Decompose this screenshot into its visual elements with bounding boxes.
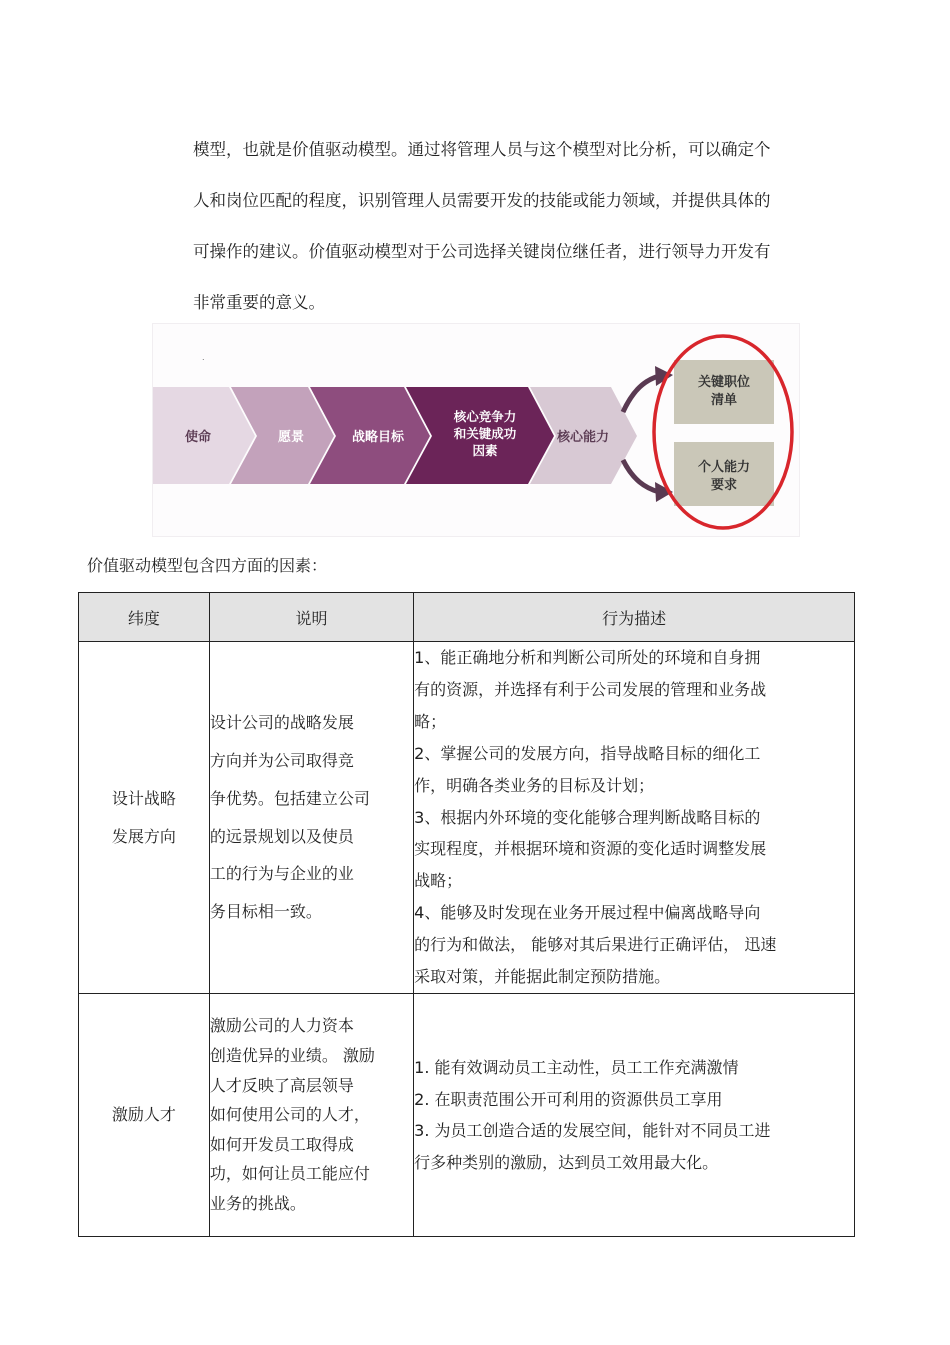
box-key-positions-label: 清单 bbox=[710, 393, 738, 408]
cell-text: 创造优异的业绩。 激励 bbox=[209, 1046, 375, 1066]
cell-text: 如何使用公司的人才， bbox=[209, 1105, 370, 1125]
table-header-row bbox=[79, 593, 855, 642]
paragraph-line: 可操作的建议。价值驱动模型对于公司选择关键岗位继任者，进行领导力开发有 bbox=[193, 242, 771, 261]
cell-text: 战略； bbox=[414, 871, 463, 891]
cell-description bbox=[209, 642, 413, 994]
cell-text: 人才反映了高层领导 bbox=[209, 1075, 354, 1095]
cell-text: 激励公司的人力资本 bbox=[209, 1016, 354, 1036]
chevron-label-strategy: 战略目标 bbox=[351, 430, 405, 445]
chevron-label-mission: 使命 bbox=[184, 430, 212, 445]
cell-text: 发展方向 bbox=[111, 826, 176, 846]
box-individual-requirements-label: 要求 bbox=[710, 478, 738, 493]
cell-text: 3. 为员工创造合适的发展空间，能针对不同员工进 bbox=[414, 1121, 771, 1140]
cell-text: 行多种类别的激励，达到员工效用最大化。 bbox=[414, 1152, 719, 1172]
cell-text: 的远景规划以及使员 bbox=[209, 826, 354, 846]
value-model-diagram bbox=[152, 323, 800, 537]
header-dimension: 纬度 bbox=[79, 593, 210, 642]
table-row bbox=[79, 994, 855, 1237]
cell-text: 的行为和做法， 能够对其后果进行正确评估， 迅速 bbox=[414, 935, 777, 955]
dot-mark: . bbox=[202, 353, 205, 362]
cell-text: 实现程度，并根据环境和资源的变化适时调整发展 bbox=[414, 839, 767, 859]
cell-text: 略； bbox=[414, 711, 447, 731]
cell-text: 4、能够及时发现在业务开展过程中偏离战略导向 bbox=[414, 903, 761, 923]
cell-text: 3、根据内外环境的变化能够合理判断战略目标的 bbox=[414, 807, 761, 827]
cell-text: 有的资源，并选择有利于公司发展的管理和业务战 bbox=[414, 679, 767, 699]
box-key-positions bbox=[674, 360, 774, 424]
cell-text: 激励人才 bbox=[111, 1105, 176, 1124]
cell-text: 务目标相一致。 bbox=[209, 901, 322, 921]
paragraph-line: 人和岗位匹配的程度，识别管理人员需要开发的技能或能力领域，并提供具体的 bbox=[193, 191, 771, 210]
cell-text: 2、掌握公司的发展方向，指导战略目标的细化工 bbox=[414, 743, 761, 763]
cell-text: 工的行为与企业的业 bbox=[209, 864, 354, 884]
chevron-label-core-capability: 核心能力 bbox=[556, 430, 610, 445]
cell-description bbox=[209, 994, 413, 1237]
cell-text: 争优势。包括建立公司 bbox=[209, 788, 370, 808]
cell-behavior bbox=[414, 642, 855, 994]
cell-text: 1. 能有效调动员工主动性，员工工作充满激情 bbox=[414, 1058, 739, 1077]
arrow-down bbox=[623, 460, 659, 492]
cell-text: 2. 在职责范围公开可利用的资源供员工享用 bbox=[414, 1089, 723, 1109]
table-row bbox=[79, 642, 855, 994]
chevron-label-core-competence: 核心竞争力 bbox=[453, 409, 517, 424]
cell-text: 方向并为公司取得竞 bbox=[209, 751, 354, 771]
paragraph-line: 非常重要的意义。 bbox=[193, 293, 325, 312]
chevron-label-vision: 愿景 bbox=[277, 430, 305, 445]
cell-text: 设计公司的战略发展 bbox=[209, 713, 354, 733]
cell-dimension bbox=[79, 994, 210, 1237]
cell-text: 作，明确各类业务的目标及计划； bbox=[414, 775, 655, 795]
cell-text: 功，如何让员工能应付 bbox=[209, 1164, 370, 1184]
box-key-positions-label: 关键职位 bbox=[697, 375, 751, 390]
factors-table bbox=[78, 592, 855, 1237]
cell-text: 业务的挑战。 bbox=[209, 1193, 306, 1213]
cell-text: 采取对策，并能据此制定预防措施。 bbox=[414, 967, 671, 987]
cell-text: 设计战略 bbox=[111, 788, 176, 808]
arrow-up bbox=[623, 376, 659, 412]
cell-text: 如何开发员工取得成 bbox=[209, 1134, 354, 1154]
cell-text: 1、能正确地分析和判断公司所处的环境和自身拥 bbox=[414, 648, 761, 667]
body-paragraph bbox=[193, 124, 833, 328]
chevron-label-core-competence: 因素 bbox=[472, 443, 498, 458]
cell-behavior bbox=[414, 994, 855, 1237]
diagram-canvas bbox=[153, 324, 799, 536]
table-intro: 价值驱动模型包含四方面的因素： bbox=[87, 556, 328, 575]
header-behavior: 行为描述 bbox=[414, 593, 855, 642]
header-description: 说明 bbox=[209, 593, 413, 642]
cell-dimension bbox=[79, 642, 210, 994]
chevron-label-core-competence: 和关键成功 bbox=[453, 426, 517, 441]
paragraph-line: 模型，也就是价值驱动模型。通过将管理人员与这个模型对比分析，可以确定个 bbox=[193, 140, 771, 159]
box-individual-requirements-label: 个人能力 bbox=[697, 460, 751, 475]
